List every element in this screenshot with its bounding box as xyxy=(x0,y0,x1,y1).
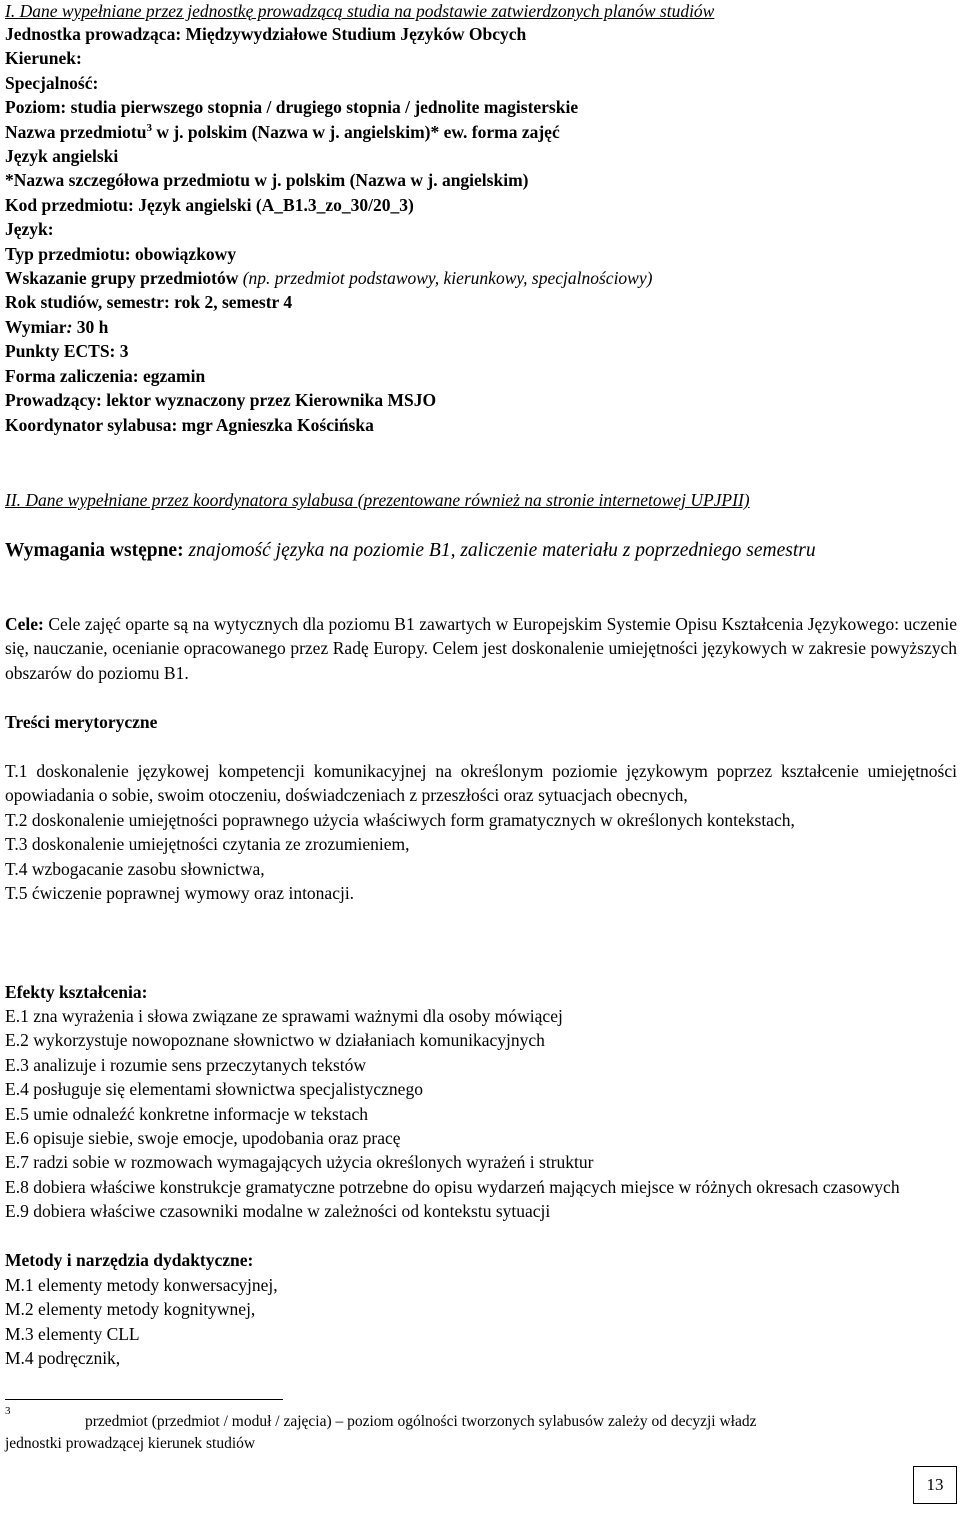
content-item: T.4 wzbogacanie zasobu słownictwa, xyxy=(5,858,265,879)
page-number: 13 xyxy=(913,1466,957,1504)
course-name-value: Język angielski xyxy=(5,146,119,167)
assessment-form-line: Forma zaliczenia: egzamin xyxy=(5,365,206,386)
prerequisites-label: Wymagania wstępne: xyxy=(5,540,184,561)
content-item: T.1 doskonalenie językowej kompetencji komunikacyjnej na określonym poziomie językowym poprzez kształcenie umiejętności opowiadania o sobie, swoim otoczeniu, doświadczeniach z przeszłości oraz sytuacjach obecnych, xyxy=(5,761,957,806)
coordinator-line: Koordynator sylabusa: mgr Agnieszka Kościńska xyxy=(5,414,374,435)
objectives-text: Cele zajęć oparte są na wytycznych dla poziomu B1 zawartych w Europejskim Systemie Opisu Kształcenia Językowego: uczenie się, nauczanie, ocenianie opracowanego przez Radę Europy. Celem jest doskonalenie umiejętności językowych w zakresie powyższych obszarów do poziomu B1. xyxy=(5,614,957,683)
hours-value: 30 h xyxy=(72,316,109,337)
course-type-line: Typ przedmiotu: obowiązkowy xyxy=(5,243,237,264)
field-of-study-line: Kierunek: xyxy=(5,48,82,69)
instructor-line: Prowadzący: lektor wyznaczony przez Kierownika MSJO xyxy=(5,390,437,411)
year-semester-line: Rok studiów, semestr: rok 2, semestr 4 xyxy=(5,292,293,313)
group-indication-line xyxy=(5,266,652,290)
course-name-label-suffix: w j. polskim (Nazwa w j. angielskim)* ew. forma zajęć xyxy=(151,121,560,142)
outcomes-heading: Efekty kształcenia: xyxy=(5,982,148,1002)
footnote-number: 3 xyxy=(5,1405,11,1417)
outcome-item: E.3 analizuje i rozumie sens przeczytanych tekstów xyxy=(5,1054,367,1075)
outcomes-list xyxy=(5,1004,957,1224)
outcome-item: E.4 posługuje się elementami słownictwa specjalistycznego xyxy=(5,1079,423,1100)
outcome-item: E.2 wykorzystuje nowopoznane słownictwo w działaniach komunikacyjnych xyxy=(5,1030,545,1051)
course-info-block xyxy=(5,22,652,437)
method-item: M.2 elementy metody kognitywnej, xyxy=(5,1299,256,1320)
level-line: Poziom: studia pierwszego stopnia / drugiego stopnia / jednolite magisterskie xyxy=(5,97,579,118)
footnote-marker: 3 xyxy=(146,121,152,134)
section-2-heading: II. Dane wypełniane przez koordynatora sylabusa (prezentowane również na stronie internetowej UPJPII) xyxy=(5,490,750,510)
outcome-item: E.6 opisuje siebie, swoje emocje, upodobania oraz pracę xyxy=(5,1128,401,1149)
objectives-label: Cele: xyxy=(5,614,44,634)
content-heading: Treści merytoryczne xyxy=(5,712,158,732)
content-item: T.3 doskonalenie umiejętności czytania ze zrozumieniem, xyxy=(5,834,410,855)
hours-colon: : xyxy=(66,316,73,337)
section-1-heading: I. Dane wypełniane przez jednostkę prowadzącą studia na podstawie zatwierdzonych planów studiów xyxy=(5,1,715,21)
outcome-item: E.9 dobiera właściwe czasowniki modalne w zależności od kontekstu sytuacji xyxy=(5,1201,551,1222)
ects-line: Punkty ECTS: 3 xyxy=(5,341,129,362)
method-item: M.4 podręcznik, xyxy=(5,1348,121,1369)
course-name-label: Nazwa przedmiotu xyxy=(5,121,147,142)
methods-list xyxy=(5,1273,278,1371)
content-list xyxy=(5,759,957,905)
footnote-separator xyxy=(5,1399,283,1400)
method-item: M.3 elementy CLL xyxy=(5,1323,140,1344)
method-item: M.1 elementy metody konwersacyjnej, xyxy=(5,1275,278,1295)
language-line: Język: xyxy=(5,219,54,240)
outcome-item: E.7 radzi sobie w rozmowach wymagających użycia określonych wyrażeń i struktur xyxy=(5,1152,594,1173)
group-indication-label: Wskazanie grupy przedmiotów xyxy=(5,268,239,289)
footnote-line-1: przedmiot (przedmiot / moduł / zajęcia) – poziom ogólności tworzonych sylabusów zależy od decyzji władz xyxy=(85,1413,757,1430)
unit-line: Jednostka prowadząca: Międzywydziałowe Studium Języków Obcych xyxy=(5,24,527,44)
hours-label: Wymiar xyxy=(5,316,67,337)
content-item: T.2 doskonalenie umiejętności poprawnego użycia właściwych form gramatycznych w określonych kontekstach, xyxy=(5,809,795,830)
course-code-line: Kod przedmiotu: Język angielski (A_B1.3_zo_30/20_3) xyxy=(5,194,414,215)
prerequisites-text: znajomość języka na poziomie B1, zaliczenie materiału z poprzedniego semestru xyxy=(188,540,816,561)
objectives xyxy=(5,612,957,685)
prerequisites xyxy=(5,537,957,564)
footnote-line-2: jednostki prowadzącej kierunek studiów xyxy=(5,1435,256,1452)
methods-heading: Metody i narzędzia dydaktyczne: xyxy=(5,1250,254,1270)
hours-line xyxy=(5,315,652,339)
footnote xyxy=(5,1405,957,1455)
content-item: T.5 ćwiczenie poprawnej wymowy oraz intonacji. xyxy=(5,883,355,904)
outcome-item: E.5 umie odnaleźć konkretne informacje w tekstach xyxy=(5,1103,368,1124)
detailed-name-line: *Nazwa szczegółowa przedmiotu w j. polskim (Nazwa w j. angielskim) xyxy=(5,170,529,191)
outcome-item: E.8 dobiera właściwe konstrukcje gramatyczne potrzebne do opisu wydarzeń mających miejsce w różnych okresach czasowych xyxy=(5,1176,900,1197)
course-name-line xyxy=(5,120,652,144)
specialization-line: Specjalność: xyxy=(5,72,99,93)
group-indication-note: (np. przedmiot podstawowy, kierunkowy, specjalnościowy) xyxy=(238,268,653,289)
outcome-item: E.1 zna wyrażenia i słowa związane ze sprawami ważnymi dla osoby mówiącej xyxy=(5,1006,563,1026)
